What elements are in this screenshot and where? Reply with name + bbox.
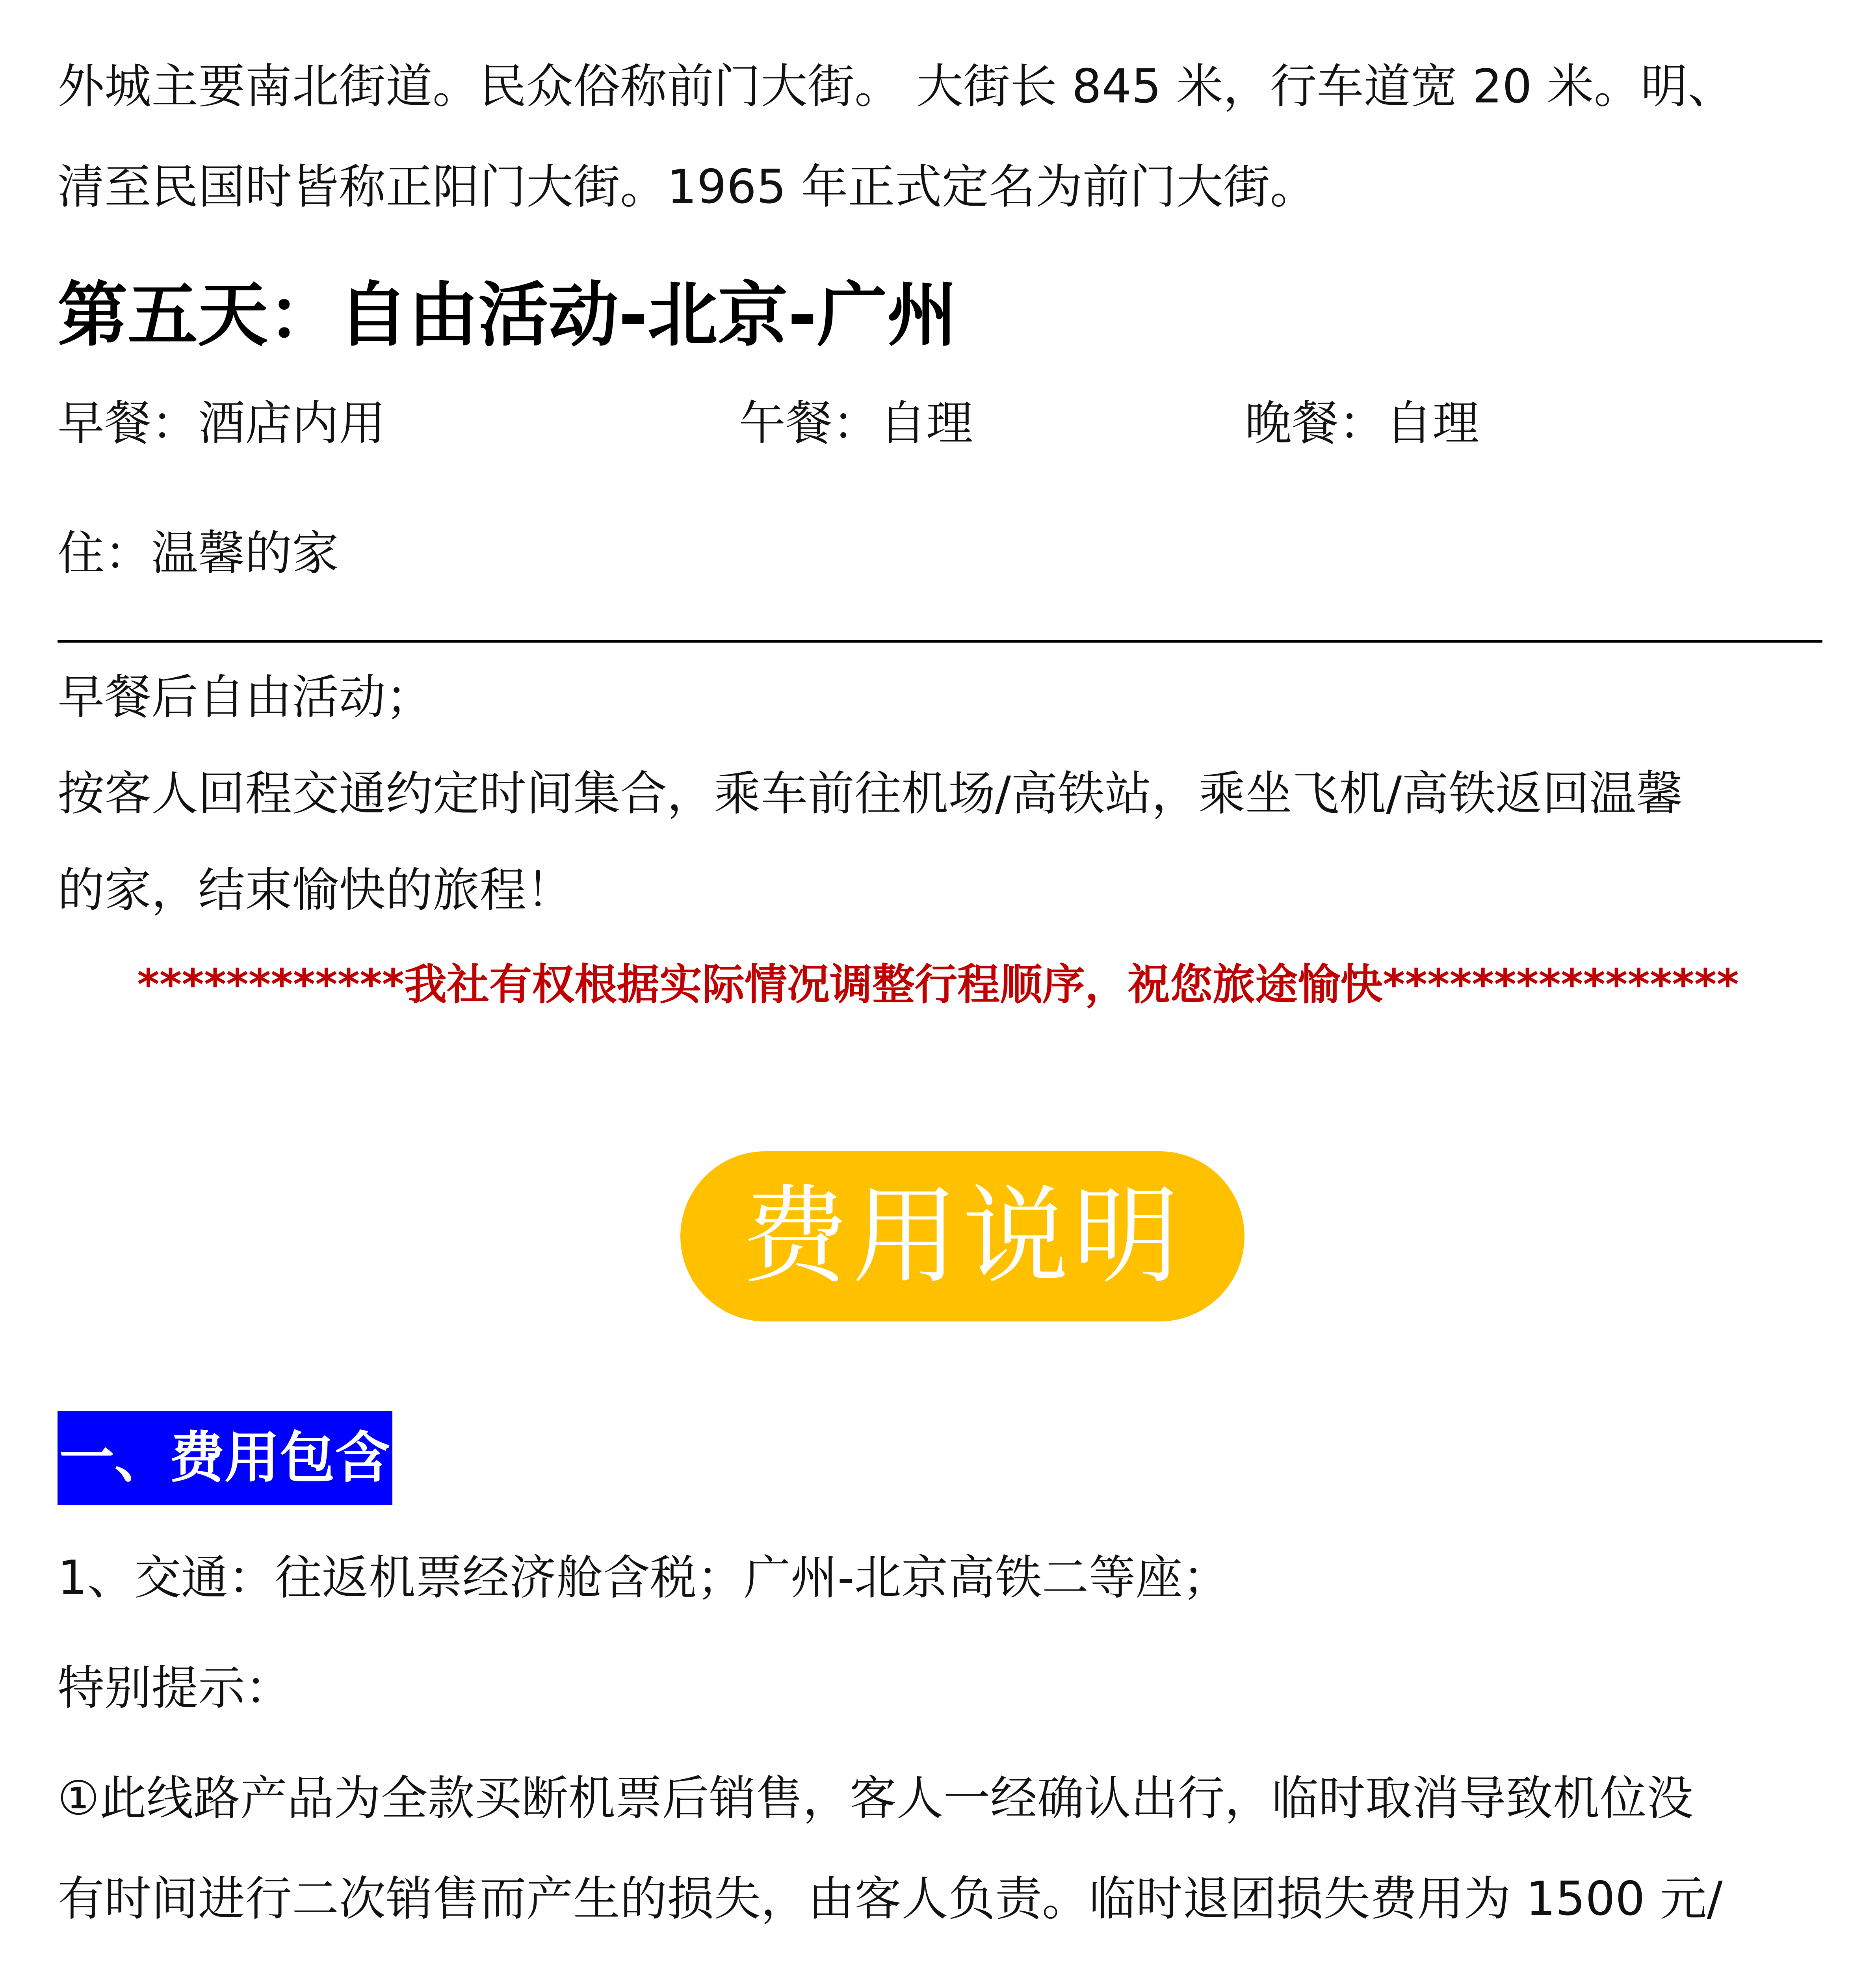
day-five-heading: 第五天：自由活动-北京-广州 (58, 274, 957, 356)
activity-line-1: 早餐后自由活动； (58, 670, 433, 725)
special-tip-heading: 特别提示： (58, 1661, 292, 1715)
cost-description-banner (680, 1151, 1244, 1321)
breakfast-info: 早餐：酒店内用 (58, 396, 386, 451)
cost-description-title: 费用说明 (742, 1174, 1183, 1298)
section-divider (58, 640, 1822, 643)
intro-text-line-2: 清至民国时皆称正阳门大街。1965 年正式定名为前门大街。 (58, 160, 1317, 214)
accommodation-info: 住：温馨的家 (58, 526, 339, 581)
activity-line-3: 的家，结束愉快的旅程！ (58, 863, 573, 918)
activity-line-2: 按客人回程交通约定时间集合，乘车前往机场/高铁站，乘坐飞机/高铁返回温馨 (58, 767, 1683, 821)
dinner-info: 晚餐：自理 (1245, 396, 1479, 451)
tip-one-line-1: ①此线路产品为全款买断机票后销售，客人一经确认出行，临时取消导致机位没 (58, 1771, 1694, 1826)
transport-item: 1、交通：往返机票经济舱含税；广州-北京高铁二等座； (58, 1551, 1230, 1605)
intro-text-line-1: 外城主要南北街道。民众俗称前门大街。 大街长 845 米，行车道宽 20 米。明、 (58, 59, 1735, 114)
cost-included-heading: 一、费用包含 (58, 1411, 392, 1505)
tip-one-line-2: 有时间进行二次销售而产生的损失，由客人负责。临时退团损失费用为 1500 元/ (58, 1872, 1723, 1926)
lunch-info: 午餐：自理 (739, 396, 973, 451)
itinerary-notice: ************我社有权根据实际情况调整行程顺序，祝您旅途愉快**************** (137, 960, 1739, 1009)
tip-one-line-3 (58, 1968, 151, 1970)
